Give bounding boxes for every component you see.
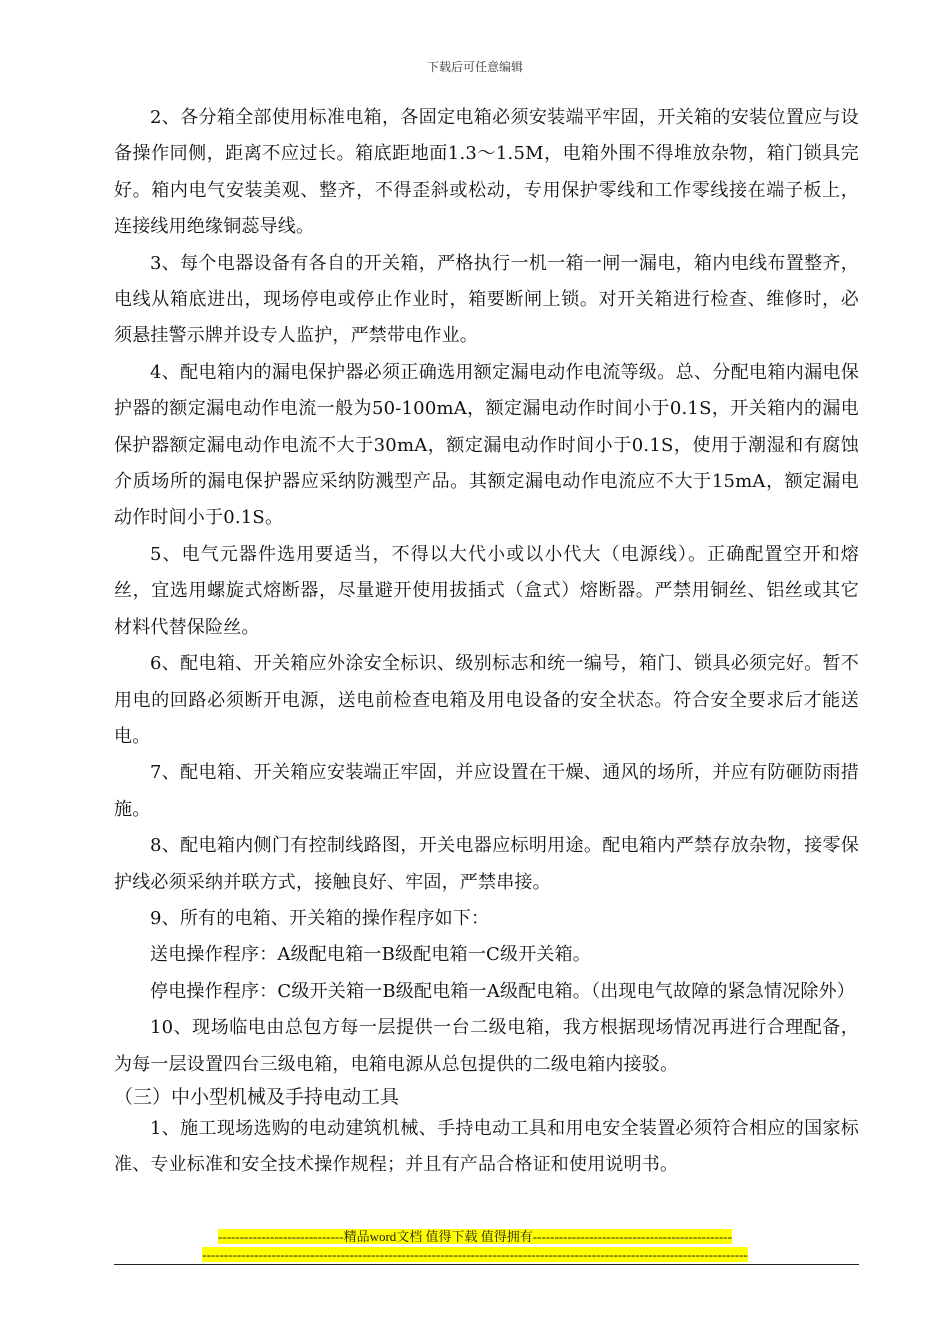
footer-banner [0,1228,950,1264]
paragraph-6: 6、配电箱、开关箱应外涂安全标识、级别标志和统一编号，箱门、锁具必须完好。暂不用电的回路必须断开电源，送电前检查电箱及用电设备的安全状态。符合安全要求后才能送电。 [114,653,859,747]
page-header: 下载后可任意编辑 [426,60,523,74]
footer-banner-line-1: -----------------------------精品word文档 值得下载 值得拥有---------------------------------------------- [218,1229,732,1244]
document-body [114,100,859,1184]
power-on-procedure: 送电操作程序：A级配电箱一B级配电箱一C级开关箱。 [150,944,591,966]
paragraph-2: 2、各分箱全部使用标准电箱，各固定电箱必须安装端平牢固，开关箱的安装位置应与设备操作同侧，距离不应过长。箱底距地面1.3～1.5M，电箱外围不得堆放杂物，箱门锁具完好。箱内电气安装美观、整齐，不得歪斜或松动，专用保护零线和工作零线接在端子板上，连接线用绝缘铜蕊导线。 [114,107,859,238]
paragraph-8: 8、配电箱内侧门有控制线路图，开关电器应标明用途。配电箱内严禁存放杂物，接零保护线必须采纳并联方式，接触良好、牢固，严禁串接。 [114,835,859,893]
paragraph-10: 10、现场临电由总包方每一层提供一台二级电箱，我方根据现场情况再进行合理配备，为每一层设置四台三级电箱，电箱电源从总包提供的二级电箱内接驳。 [114,1017,859,1075]
footer-divider [114,1264,859,1265]
section-paragraph-1: 1、施工现场选购的电动建筑机械、手持电动工具和用电安全装置必须符合相应的国家标准、专业标准和安全技术操作规程；并且有产品合格证和使用说明书。 [114,1117,859,1176]
paragraph-7: 7、配电箱、开关箱应安装端正牢固，并应设置在干燥、通风的场所，并应有防砸防雨措施。 [114,762,859,820]
footer-banner-line-2: ------------------------------------------------------------------------------------------------------------------------------ [202,1247,748,1262]
paragraph-4: 4、配电箱内的漏电保护器必须正确选用额定漏电动作电流等级。总、分配电箱内漏电保护器的额定漏电动作电流一般为50-100mA，额定漏电动作时间小于0.1S，开关箱内的漏电保护器额定漏电动作电流不大于30mA，额定漏电动作时间小于0.1S，使用于潮湿和有腐蚀介质场所的漏电保护器应采纳防溅型产品。其额定漏电动作电流应不大于15mA，额定漏电动作时间小于0.1S。 [114,361,859,529]
paragraph-9: 9、所有的电箱、开关箱的操作程序如下： [150,907,490,929]
paragraph-3: 3、每个电器设备有各自的开关箱，严格执行一机一箱一闸一漏电，箱内电线布置整齐，电线从箱底进出，现场停电或停止作业时，箱要断闸上锁。对开关箱进行检查、维修时，必须悬挂警示牌并设专人监护，严禁带电作业。 [114,252,859,347]
section-heading: （三）中小型机械及手持电动工具 [114,1085,400,1108]
power-off-procedure: 停电操作程序：C级开关箱一B级配电箱一A级配电箱。（出现电气故障的紧急情况除外） [150,980,855,1002]
paragraph-5: 5、电气元器件选用要适当，不得以大代小或以小代大（电源线）。正确配置空开和熔丝，宜选用螺旋式熔断器，尽量避开使用拔插式（盒式）熔断器。严禁用铜丝、铝丝或其它材料代替保险丝。 [114,543,859,638]
